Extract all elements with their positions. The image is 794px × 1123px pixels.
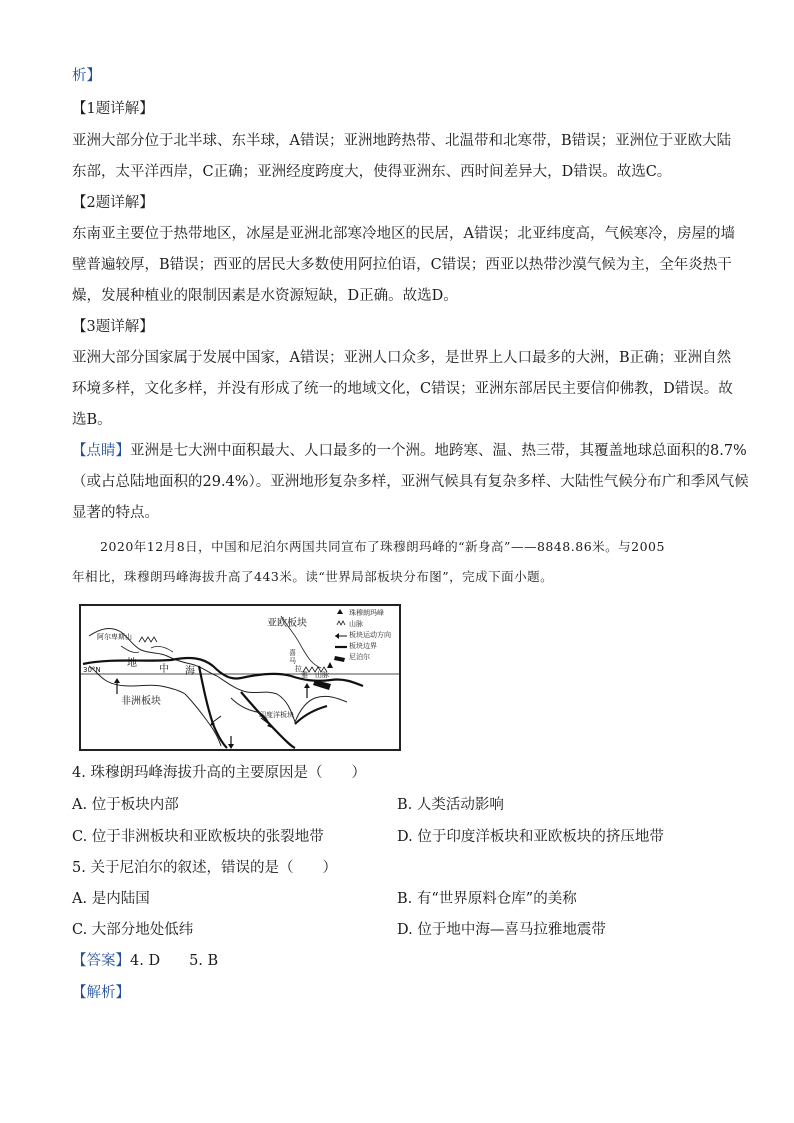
label-sea-3: 海	[185, 666, 195, 677]
legend-plate-motion: 板块运动方向	[349, 631, 391, 639]
label-african-plate: 非洲板块	[121, 696, 161, 707]
q4-option-d: D. 位于印度洋板块和亚欧板块的挤压地带	[397, 829, 664, 845]
label-alps: 阿尔卑斯山	[97, 633, 132, 641]
answer-value: 4. D 5. B	[130, 953, 219, 969]
legend-nepal: 尼泊尔	[349, 653, 370, 661]
label-latitude: 30°N	[83, 666, 101, 674]
q4-option-a: A. 位于板块内部	[72, 797, 179, 813]
analysis-label: 【解析】	[72, 985, 130, 1001]
dianjing-line-2: （或占总陆地面积的29.4%）。亚洲地形复杂多样，亚洲气候具有复杂多样、大陆性气候分布广和季风气候	[72, 474, 749, 490]
q1-title: 【1题详解】	[72, 101, 154, 117]
legend-mountain: 山脉	[349, 620, 363, 628]
q4-option-c: C. 位于非洲板块和亚欧板块的张裂地带	[72, 829, 324, 845]
legend-everest: 珠穆朗玛峰	[349, 609, 384, 617]
q3-line-2: 环境多样，文化多样，并没有形成了统一的地域文化，C错误；亚洲东部居民主要信仰佛教，D错误。故	[72, 381, 733, 397]
header-fragment: 析】	[72, 68, 101, 84]
q5-option-c: C. 大部分地处低纬	[72, 922, 194, 938]
intro-line-2: 年相比，珠穆朗玛峰海拔升高了443米。读“世界局部板块分布图”，完成下面小题。	[72, 569, 554, 584]
q1-line-2: 东部，太平洋西岸，C正确；亚洲经度跨度大，使得亚洲东、西时间差异大，D错误。故选C。	[72, 164, 672, 180]
label-indian-plate: 印度洋板块	[259, 711, 294, 719]
q2-line-2: 壁普遍较厚，B错误；西亚的居民大多数使用阿拉伯语，C错误；西亚以热带沙漠气候为主，全年炎热干	[72, 257, 732, 273]
label-mountain-range: 山脉	[315, 671, 329, 679]
dianjing-text-1: 亚洲是七大洲中面积最大、人口最多的一个洲。地跨寒、温、热三带，其覆盖地球总面积的8.7%	[130, 443, 747, 459]
q3-line-1: 亚洲大部分国家属于发展中国家，A错误；亚洲人口众多，是世界上人口最多的大洲，B正确；亚洲自然	[72, 350, 732, 366]
label-eurasian-plate: 亚欧板块	[267, 618, 307, 629]
q4-option-b: B. 人类活动影响	[397, 797, 504, 813]
q5-option-d: D. 位于地中海—喜马拉雅地震带	[397, 922, 606, 938]
legend-plate-boundary: 板块边界	[349, 642, 377, 650]
plate-map	[79, 604, 401, 751]
answer-line	[72, 951, 218, 971]
q5-option-b: B. 有“世界原料仓库”的美称	[397, 891, 577, 907]
q5-option-a: A. 是内陆国	[72, 891, 150, 907]
answer-label: 【答案】	[72, 953, 130, 969]
q2-title: 【2题详解】	[72, 195, 154, 211]
label-la: 拉	[295, 665, 302, 673]
q2-line-1: 东南亚主要位于热带地区，冰屋是亚洲北部寒冷地区的民居，A错误；北亚纬度高，气候寒冷，房屋的墙	[72, 226, 735, 242]
q3-title: 【3题详解】	[72, 319, 154, 335]
dianjing-line-1	[72, 441, 747, 461]
q2-line-3: 燥，发展种植业的限制因素是水资源短缺，D正确。故选D。	[72, 288, 458, 304]
label-ma: 马	[289, 657, 296, 665]
intro-line-1: 2020年12月8日，中国和尼泊尔两国共同宣布了珠穆朗玛峰的“新身高”——8848.86米。与2005	[100, 539, 665, 554]
label-xi: 喜	[289, 649, 296, 657]
q4-stem: 4. 珠穆朗玛峰海拔升高的主要原因是（ ）	[72, 765, 366, 781]
label-ya: 雅	[301, 671, 308, 679]
label-sea-1: 地	[127, 658, 137, 669]
q1-line-1: 亚洲大部分位于北半球、东半球，A错误；亚洲地跨热带、北温带和北寒带，B错误；亚洲位于亚欧大陆	[72, 133, 732, 149]
dianjing-label: 【点睛】	[72, 443, 130, 459]
q3-line-3: 选B。	[72, 412, 112, 428]
dianjing-line-3: 显著的特点。	[72, 505, 159, 521]
label-sea-2: 中	[159, 664, 169, 675]
q5-stem: 5. 关于尼泊尔的叙述，错误的是（ ）	[72, 860, 337, 876]
